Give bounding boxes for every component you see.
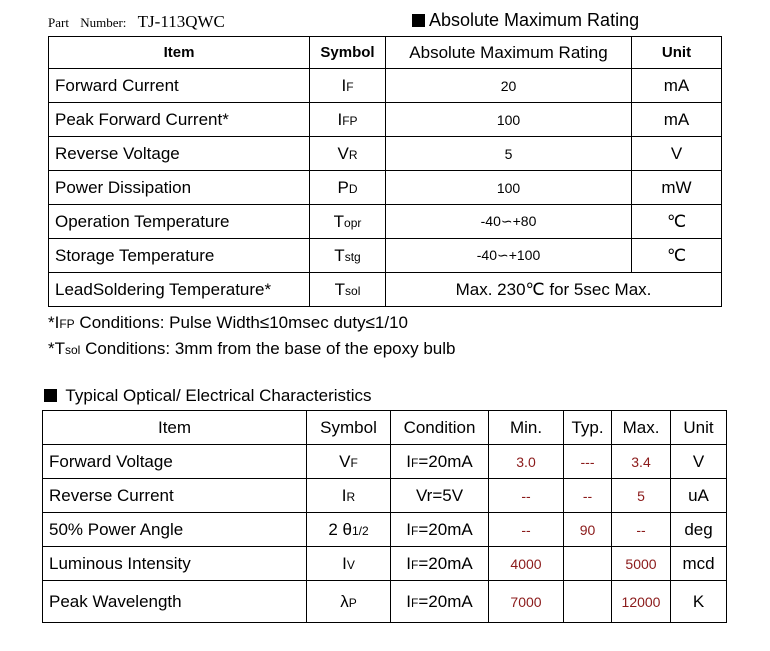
table-row: Peak Forward Current* IFP 100 mA [49, 103, 722, 137]
part-number: TJ-113QWC [137, 12, 225, 31]
part-label: Part [48, 15, 69, 30]
black-square-icon [44, 389, 57, 402]
table-row: Reverse Current IR Vr=5V -- -- 5 uA [43, 479, 727, 513]
table-row: Luminous Intensity IV IF=20mA 4000 5000 mcd [43, 547, 727, 581]
table-row: Operation Temperature Topr -40∽+80 ℃ [49, 205, 722, 239]
table-row: Forward Voltage VF IF=20mA 3.0 --- 3.4 V [43, 445, 727, 479]
table-header-row [49, 37, 722, 69]
table-row: Peak Wavelength λP IF=20mA 7000 12000 K [43, 581, 727, 623]
number-label: Number: [80, 15, 127, 30]
header-item: Item [49, 37, 310, 69]
table-row: Forward Current IF 20 mA [49, 69, 722, 103]
section-title-absolute-max: Absolute Maximum Rating [412, 10, 639, 31]
header-unit: Unit [632, 37, 722, 69]
black-square-icon [412, 14, 425, 27]
table-row: LeadSoldering Temperature* Tsol Max. 230℃ for 5sec Max. [49, 273, 722, 307]
table-row: Storage Temperature Tstg -40∽+100 ℃ [49, 239, 722, 273]
absolute-max-table [48, 36, 722, 307]
note-ifp: *IFP Conditions: Pulse Width≤10msec duty≤1/10 [48, 313, 409, 332]
table-row: Reverse Voltage VR 5 V [49, 137, 722, 171]
note-tsol: *Tsol Conditions: 3mm from the base of the epoxy bulb [48, 339, 456, 358]
header-symbol: Symbol [310, 37, 386, 69]
header-rating: Absolute Maximum Rating [386, 37, 632, 69]
table-row: 50% Power Angle 2 θ1/2 IF=20mA -- 90 -- deg [43, 513, 727, 547]
table-row: Power Dissipation PD 100 mW [49, 171, 722, 205]
optical-electrical-table [42, 410, 727, 623]
section-title-optical: Typical Optical/ Electrical Characteristics [44, 386, 372, 406]
part-number-line [48, 12, 225, 32]
table-header-row: Item Symbol Condition Min. Typ. Max. Unit [43, 411, 727, 445]
